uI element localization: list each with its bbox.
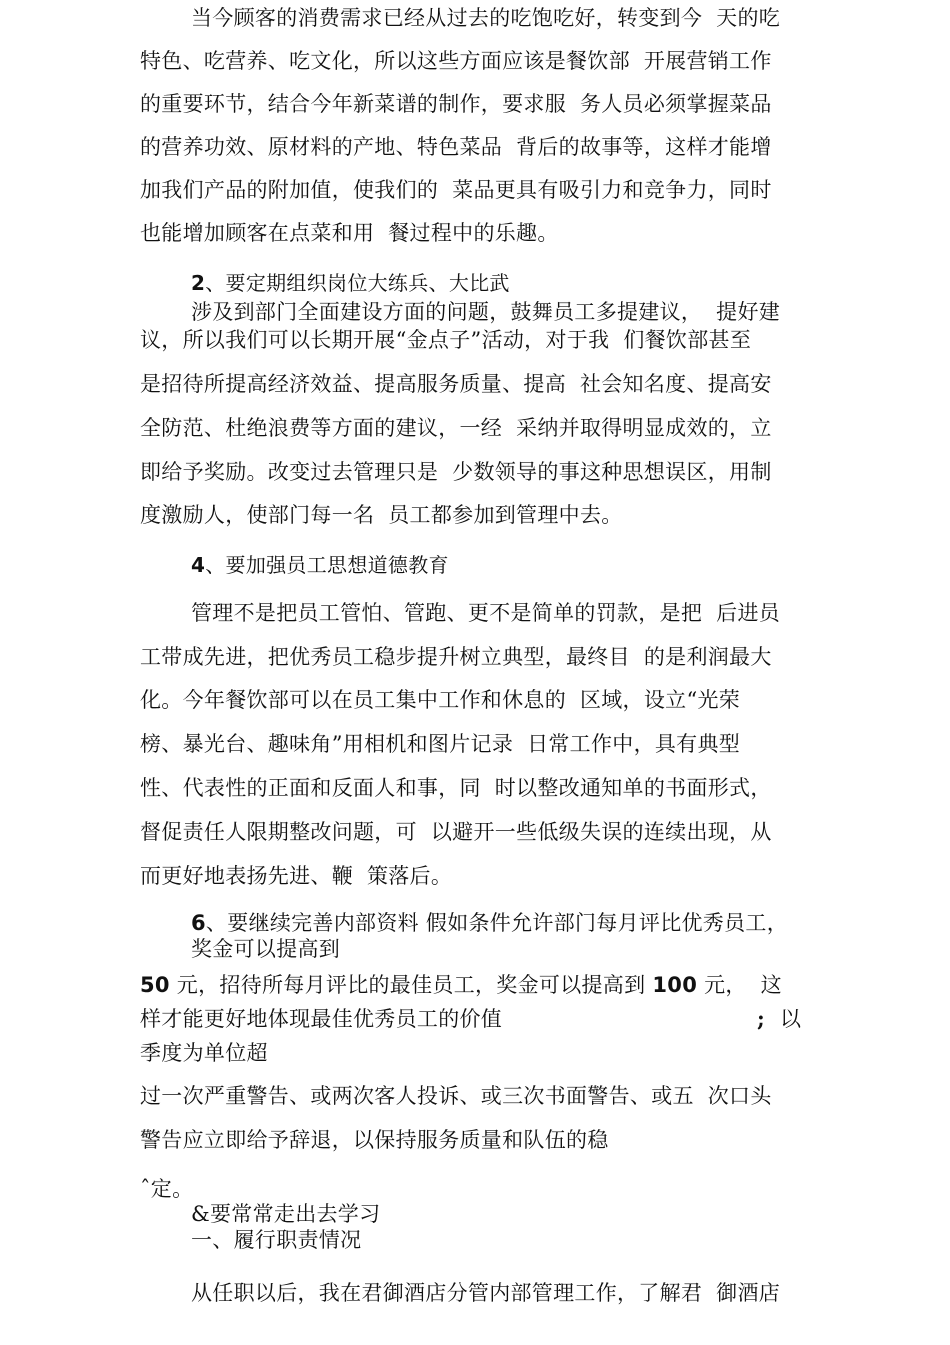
paragraph-line: 性、代表性的正面和反面人和事，同 时以整改通知单的书面形式， [140,776,772,800]
paragraph-line: 样才能更好地体现最佳优秀员工的价值 [140,1007,503,1031]
heading-text: 、要继续完善内部资料 假如条件允许部门每月评比优秀员工， [205,911,788,935]
paragraph-line: 当今顾客的消费需求已经从过去的吃饱吃好，转变到今 天的吃 [191,6,781,30]
paragraph-line: 的营养功效、原材料的产地、特色菜品 背后的故事等，这样才能增 [140,135,772,159]
paragraph-line: 特色、吃营养、吃文化，所以这些方面应该是餐饮部 开展营销工作 [140,49,772,73]
paragraph-line: 也能增加顾客在点菜和用 餐过程中的乐趣。 [140,221,559,245]
paragraph-line: 警告应立即给予辞退，以保持服务质量和队伍的稳 [140,1128,609,1152]
heading-number: 2 [191,271,206,295]
line-tail: 以 [780,1007,801,1031]
paragraph-line: 工带成先进，把优秀员工稳步提升树立典型，最终目 的是利润最大 [140,645,772,669]
paragraph-line: 是招待所提高经济效益、提高服务质量、提高 社会知名度、提高安 [140,372,772,396]
paragraph-line: 督促责任人限期整改问题，可 以避开一些低级失误的连续出现，从 [140,820,772,844]
semicolon-mark: ; [757,1006,765,1031]
section-heading-4 [191,553,449,577]
paragraph-line: 涉及到部门全面建设方面的问题，鼓舞员工多提建议， 提好建 [191,300,781,324]
paragraph-line [140,973,782,997]
paragraph-line: 而更好地表扬先进、鞭 策落后。 [140,864,453,888]
heading-continuation: 奖金可以提高到 [191,937,341,961]
inline-text: 元， 这 [697,973,782,997]
heading-number: 6 [191,911,206,935]
amount-number: 50 [140,973,170,997]
paragraph-line: 化。今年餐饮部可以在员工集中工作和休息的 区域，设立“光荣 [140,688,741,712]
paragraph-line: 全防范、杜绝浪费等方面的建议，一经 采纳并取得明显成效的，立 [140,416,772,440]
section-heading-2 [191,271,510,295]
section-heading-duty: 一、履行职责情况 [191,1228,362,1252]
paragraph-line: 加我们产品的附加值，使我们的 菜品更具有吸引力和竞争力，同时 [140,178,772,202]
paragraph-line: ˆ定。 [140,1177,194,1201]
paragraph-line: 季度为单位超 [140,1041,268,1065]
paragraph-line: 管理不是把员工管怕、管跑、更不是简单的罚款，是把 后进员 [191,601,781,625]
section-heading-8: &要常常走出去学习 [191,1202,381,1226]
heading-number: 4 [191,553,206,577]
paragraph-line: 从任职以后，我在君御酒店分管内部管理工作，了解君 御酒店 [191,1281,781,1305]
section-heading-6 [191,911,788,935]
heading-text: 、要加强员工思想道德教育 [205,553,449,577]
heading-text: 、要定期组织岗位大练兵、大比武 [205,271,510,295]
paragraph-line: 过一次严重警告、或两次客人投诉、或三次书面警告、或五 次口头 [140,1084,772,1108]
paragraph-line: 度激励人，使部门每一名 员工都参加到管理中去。 [140,503,623,527]
inline-text: 元，招待所每月评比的最佳员工，奖金可以提高到 [169,973,653,997]
paragraph-line: 即给予奖励。改变过去管理只是 少数领导的事这种思想误区，用制 [140,460,772,484]
amount-number: 100 [652,973,698,997]
paragraph-line: 议，所以我们可以长期开展“金点子”活动，对于我 们餐饮部甚至 [140,328,752,352]
paragraph-line: 的重要环节，结合今年新菜谱的制作，要求服 务人员必须掌握菜品 [140,92,772,116]
paragraph-line: 榜、暴光台、趣味角”用相机和图片记录 日常工作中，具有典型 [140,732,741,756]
